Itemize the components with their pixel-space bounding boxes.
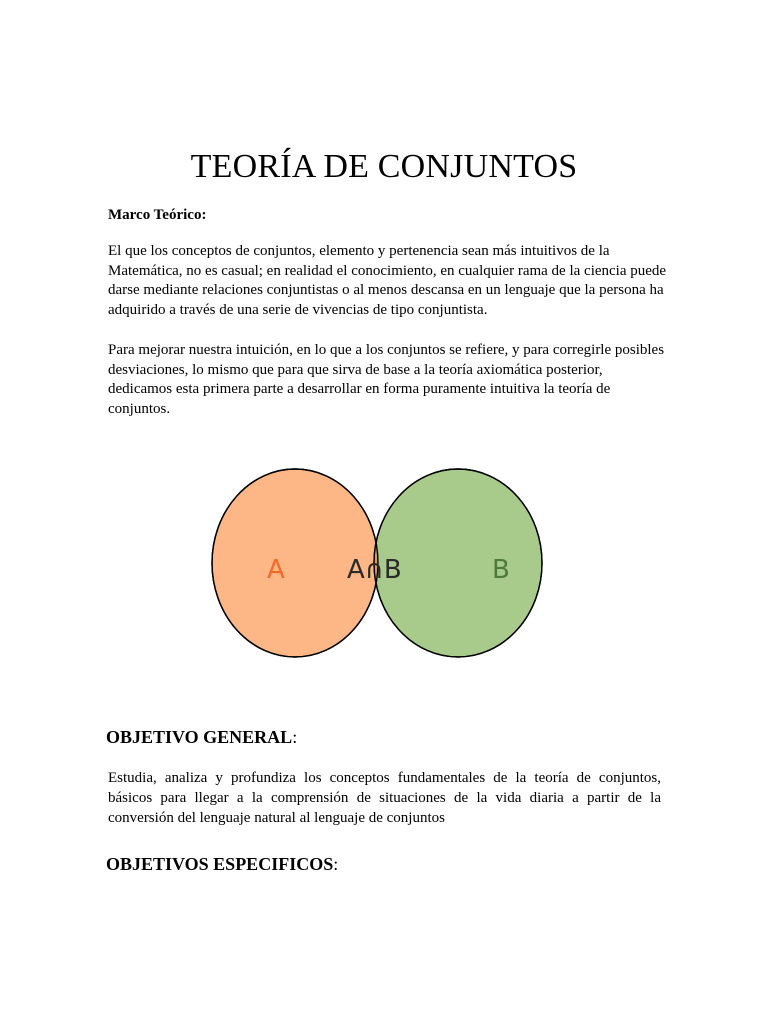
set-b-label: B — [492, 555, 510, 585]
objetivo-general-title: OBJETIVO GENERAL — [106, 727, 293, 747]
objetivo-general-heading — [106, 727, 297, 748]
paragraph-intro: El que los conceptos de conjuntos, elemento y pertenencia sean más intuitivos de la Matemática, no es casual; en realidad el conocimiento, en cualquier rama de la ciencia puede darse mediante relaciones conjuntistas o al menos descansa en un lenguaje que la persona ha adquirido a través de una serie de vivencias de tipo conjuntista. — [108, 243, 667, 318]
paragraph-intuition: Para mejorar nuestra intuición, en lo que a los conjuntos se refiere, y para corregirle posibles desviaciones, lo mismo que para que sirva de base a la teoría axiomática posterior, dedicamos esta primera parte a desarrollar en forma puramente intuitiva la teoría de conjuntos. — [108, 342, 665, 417]
objetivos-especificos-heading — [106, 854, 338, 875]
set-a-label: A — [267, 555, 285, 585]
objetivos-especificos-title: OBJETIVOS ESPECIFICOS — [106, 854, 334, 874]
objetivo-general-text: Estudia, analiza y profundiza los conceptos fundamentales de la teoría de conjuntos, básicos para llegar a la comprensión de situaciones de la vida diaria a partir de la conversión del lenguaje natural al lenguaje de conjuntos — [108, 770, 661, 826]
intersection-label: A∩B — [347, 555, 402, 585]
marco-teorico-label: Marco Teórico: — [108, 207, 207, 223]
objetivo-general-colon: : — [292, 727, 298, 747]
document-title: TEORÍA DE CONJUNTOS — [190, 148, 578, 185]
venn-diagram — [210, 460, 560, 670]
objetivos-especificos-colon: : — [333, 854, 339, 874]
